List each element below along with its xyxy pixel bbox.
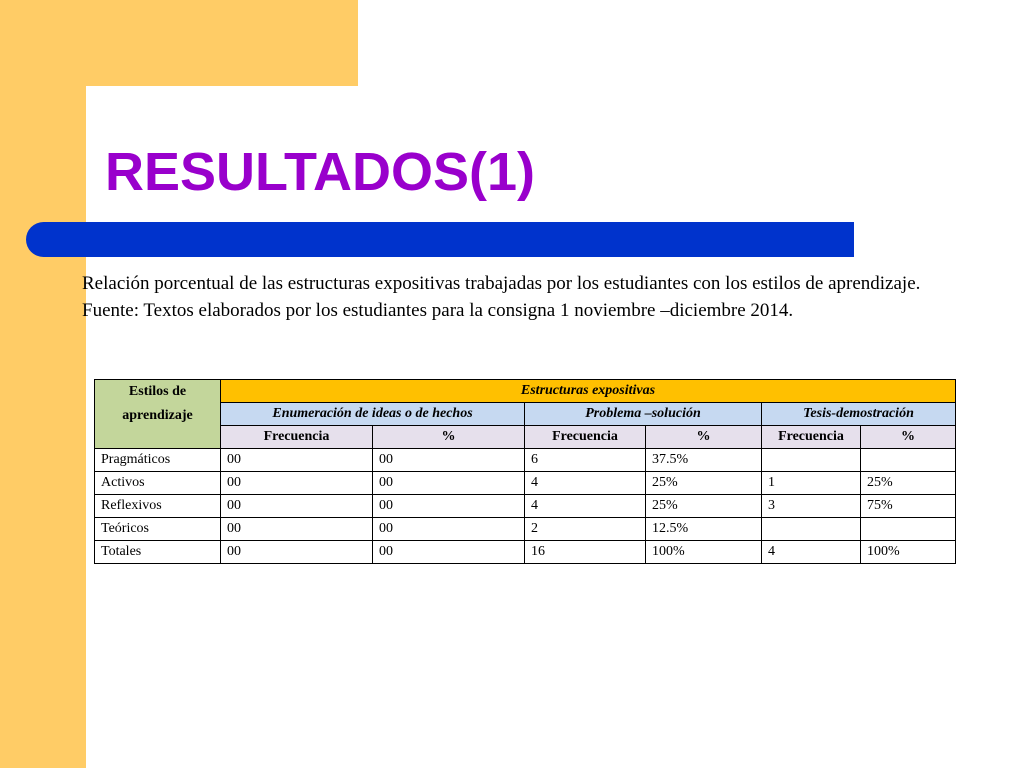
table-cell: 75% <box>861 495 956 518</box>
row-style-label: Pragmáticos <box>95 449 221 472</box>
table-cell: 16 <box>525 541 646 564</box>
table-row <box>95 495 956 518</box>
table-cell: 6 <box>525 449 646 472</box>
caption-description: Relación porcentual de las estructuras expositivas trabajadas por los estudiantes con los estilos de aprendizaje. <box>82 273 921 294</box>
table-row <box>95 472 956 495</box>
column-header: Frecuencia <box>525 426 646 449</box>
table-cell: 100% <box>646 541 762 564</box>
table-row <box>95 518 956 541</box>
column-header: Frecuencia <box>762 426 861 449</box>
table-cell <box>861 518 956 541</box>
table-cell: 00 <box>373 541 525 564</box>
caption-source: Fuente: Textos elaborados por los estudiantes para la consigna 1 noviembre –diciembre 2014. <box>82 300 794 321</box>
table-cell: 00 <box>373 495 525 518</box>
table-cell: 3 <box>762 495 861 518</box>
table-cell: 00 <box>221 449 373 472</box>
table-cell <box>861 449 956 472</box>
table-cell: 00 <box>221 541 373 564</box>
table-cell: 25% <box>646 472 762 495</box>
table-cell: 00 <box>373 472 525 495</box>
table-cell: 25% <box>861 472 956 495</box>
table-header-row-1 <box>95 380 956 403</box>
table-cell <box>762 518 861 541</box>
table-row <box>95 541 956 564</box>
column-header: Frecuencia <box>221 426 373 449</box>
row-style-label: Activos <box>95 472 221 495</box>
table-cell: 00 <box>221 518 373 541</box>
table-cell: 4 <box>525 472 646 495</box>
table-cell: 25% <box>646 495 762 518</box>
header-structure-enumeration: Enumeración de ideas o de hechos <box>221 403 525 426</box>
table-cell: 00 <box>221 495 373 518</box>
left-accent-band <box>0 0 86 768</box>
row-style-label: Totales <box>95 541 221 564</box>
table-header-row-2 <box>95 403 956 426</box>
row-style-label: Reflexivos <box>95 495 221 518</box>
top-accent-band <box>0 0 358 86</box>
table-caption <box>82 270 942 324</box>
row-style-label: Teóricos <box>95 518 221 541</box>
header-structure-problem-solution: Problema –solución <box>525 403 762 426</box>
table-cell: 00 <box>373 518 525 541</box>
table-cell: 100% <box>861 541 956 564</box>
column-header: % <box>861 426 956 449</box>
table-cell: 12.5% <box>646 518 762 541</box>
header-learning-styles: Estilos de aprendizaje <box>95 380 221 449</box>
results-table <box>94 379 956 564</box>
table-cell: 00 <box>221 472 373 495</box>
table-cell: 37.5% <box>646 449 762 472</box>
table-cell: 4 <box>525 495 646 518</box>
table-row <box>95 449 956 472</box>
column-header: % <box>646 426 762 449</box>
slide-title: RESULTADOS(1) <box>105 142 535 202</box>
header-expository-structures: Estructuras expositivas <box>221 380 956 403</box>
table-cell <box>762 449 861 472</box>
title-underline-bar <box>26 222 854 257</box>
table-cell: 2 <box>525 518 646 541</box>
table-cell: 1 <box>762 472 861 495</box>
column-header: % <box>373 426 525 449</box>
table-header-row-3 <box>95 426 956 449</box>
header-structure-thesis: Tesis-demostración <box>762 403 956 426</box>
table-cell: 4 <box>762 541 861 564</box>
table-cell: 00 <box>373 449 525 472</box>
